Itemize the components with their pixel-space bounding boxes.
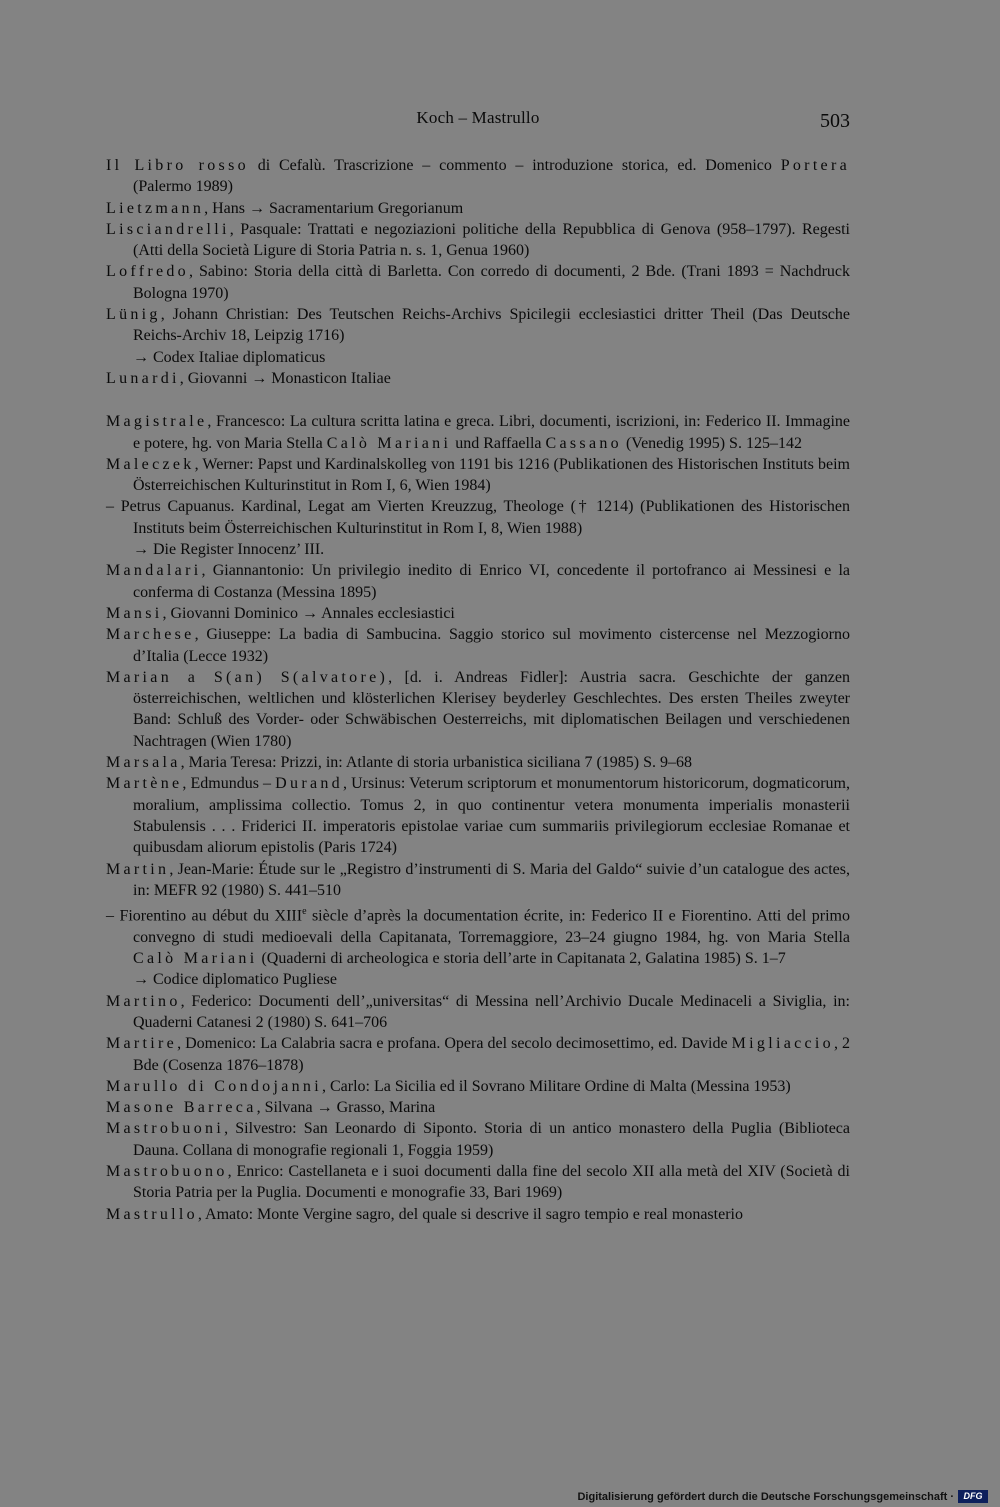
bibliography-entry: Masone Barreca, Silvana → Grasso, Marina [106,1099,436,1117]
bibliography-entry: Lunardi, Giovanni → Monasticon Italiae [106,369,391,387]
bibliography-entry: Marullo di Condojanni, Carlo: La Sicilia ed il Sovrano Militare Ordine di Malta (Messina 1953) [106,1077,791,1095]
bibliography-entry: Mansi, Giovanni Dominico → Annales ecclesiastici [106,604,455,622]
bibliography-entry: Lünig, Johann Christian: Des Teutschen Reichs-Archivs Spicilegii ecclesiastici dritter Theil (Das Deutsche Reichs-Archiv 18, Leipzig 1716) [106,306,850,345]
section-gap [106,389,850,411]
running-title: Koch – Mastrullo [416,108,540,127]
bibliography-list [106,155,850,1225]
bibliography-entry: Lietzmann, Hans → Sacramentarium Gregorianum [106,199,464,217]
bibliography-entry: Martino, Federico: Documenti dell’„universitas“ di Messina nell’Archivio Ducale Medinaceli a Siviglia, in: Quaderni Catanesi 2 (1980) S. 641–706 [106,992,850,1031]
cross-reference: → Codex Italiae diplomaticus [133,348,326,366]
bibliography-entry: Mandalari, Giannantonio: Un privilegio inedito di Enrico VI, concedente il portofranco ai Messinesi e la conferma di Costanza (Messina 1895) [106,562,850,601]
bibliography-entry: – Petrus Capuanus. Kardinal, Legat am Vierten Kreuzzug, Theologe († 1214) (Publikationen des Historischen Instituts beim Österreichischen Kulturinstitut in Rom I, 8, Wien 1988) [106,498,850,537]
bibliography-entry: Mastrullo, Amato: Monte Vergine sagro, del quale si descrive il sagro tempio e real monasterio [106,1205,743,1223]
credit-text: Digitalisierung gefördert durch die Deutsche Forschungsgemeinschaft · [577,1490,954,1503]
dfg-logo: DFG [958,1490,988,1503]
bibliography-entry: Il Libro rosso di Cefalù. Trascrizione – commento – introduzione storica, ed. Domenico Portera (Palermo 1989) [106,157,850,196]
bibliography-entry: Martin, Jean-Marie: Étude sur le „Registro d’instrumenti di S. Maria del Galdo“ suivie d’un catalogue des actes, in: MEFR 92 (1980) S. 441–510 [106,860,850,899]
digitization-credit [577,1490,988,1503]
bibliography-entry: Mastrobuono, Enrico: Castellaneta e i suoi documenti dalla fine del secolo XII alla metà del XIV (Società di Storia Patria per la Puglia. Documenti e monografie 33, Bari 1969) [106,1162,850,1202]
bibliography-entry: Lisciandrelli, Pasquale: Trattati e negoziazioni politiche della Repubblica di Genova (958–1797). Regesti (Atti della Società Ligure di Storia Patria n. s. 1, Genua 1960) [106,220,850,260]
bibliography-entry: – Fiorentino au début du XIIIe siècle d’après la documentation écrite, in: Federico II e Fiorentino. Atti del primo convegno di studi medioevali della Capitanata, Torremaggiore, 23–24 giugno 1984, hg. von Maria Stella Calò Mariani (Quaderni di archeologica e storia dell’arte in Capitanata 2, Galatina 1985) S. 1–7 [106,906,850,968]
cross-reference: → Die Register Innocenz’ III. [133,541,325,559]
bibliography-entry: Marian a S(an) S(alvatore), [d. i. Andreas Fidler]: Austria sacra. Geschichte der ganzen österreichischen, weltlichen und klösterlichen Klerisey beyderley Geschlechtes. Des ersten Theiles zweyter Band: Schluß des Vorder- oder Schwäbischen Oesterreichs, mit diplomatischen Beilagen und verschiedenen Nachtragen (Wien 1780) [106,668,850,750]
bibliography-entry: Mastrobuoni, Silvestro: San Leonardo di Siponto. Storia di un antico monastero della Puglia (Biblioteca Dauna. Collana di monografie regionali 1, Foggia 1959) [106,1120,850,1159]
bibliography-entry: Loffredo, Sabino: Storia della città di Barletta. Con corredo di documenti, 2 Bde. (Trani 1893 = Nachdruck Bologna 1970) [106,263,850,302]
bibliography-entry: Maleczek, Werner: Papst und Kardinalskolleg von 1191 bis 1216 (Publikationen des Historischen Instituts beim Österreichischen Kulturinstitut in Rom I, 6, Wien 1984) [106,455,850,495]
page-number: 503 [820,110,850,132]
bibliography-entry: Magistrale, Francesco: La cultura scritta latina e greca. Libri, documenti, iscrizioni, in: Federico II. Immagine e potere, hg. von Maria Stella Calò Mariani und Raffaella Cassano (Venedig 1995) S. 125–142 [106,413,850,452]
cross-reference: → Codice diplomatico Pugliese [133,971,337,989]
bibliography-entry: Martène, Edmundus – Durand, Ursinus: Veterum scriptorum et monumentorum historicorum, dogmaticorum, moralium, amplissima collectio. Tomus 2, in quo continentur vetera monumenta imperialis monasterii Stabulensis . . . Friderici II. imperatoris epistolae variae cum summariis privilegiorum ecclesiae Romanae et quibusdam aliorum epistolis (Paris 1724) [106,775,850,857]
bibliography-entry: Marsala, Maria Teresa: Prizzi, in: Atlante di storia urbanistica siciliana 7 (1985) S. 9–68 [106,754,692,772]
bibliography-entry: Martire, Domenico: La Calabria sacra e profana. Opera del secolo decimosettimo, ed. Davide Migliaccio, 2 Bde (Cosenza 1876–1878) [106,1035,851,1074]
page-header [106,106,850,136]
bibliography-entry: Marchese, Giuseppe: La badia di Sambucina. Saggio storico sul movimento cistercense nel Mezzogiorno d’Italia (Lecce 1932) [106,626,850,665]
